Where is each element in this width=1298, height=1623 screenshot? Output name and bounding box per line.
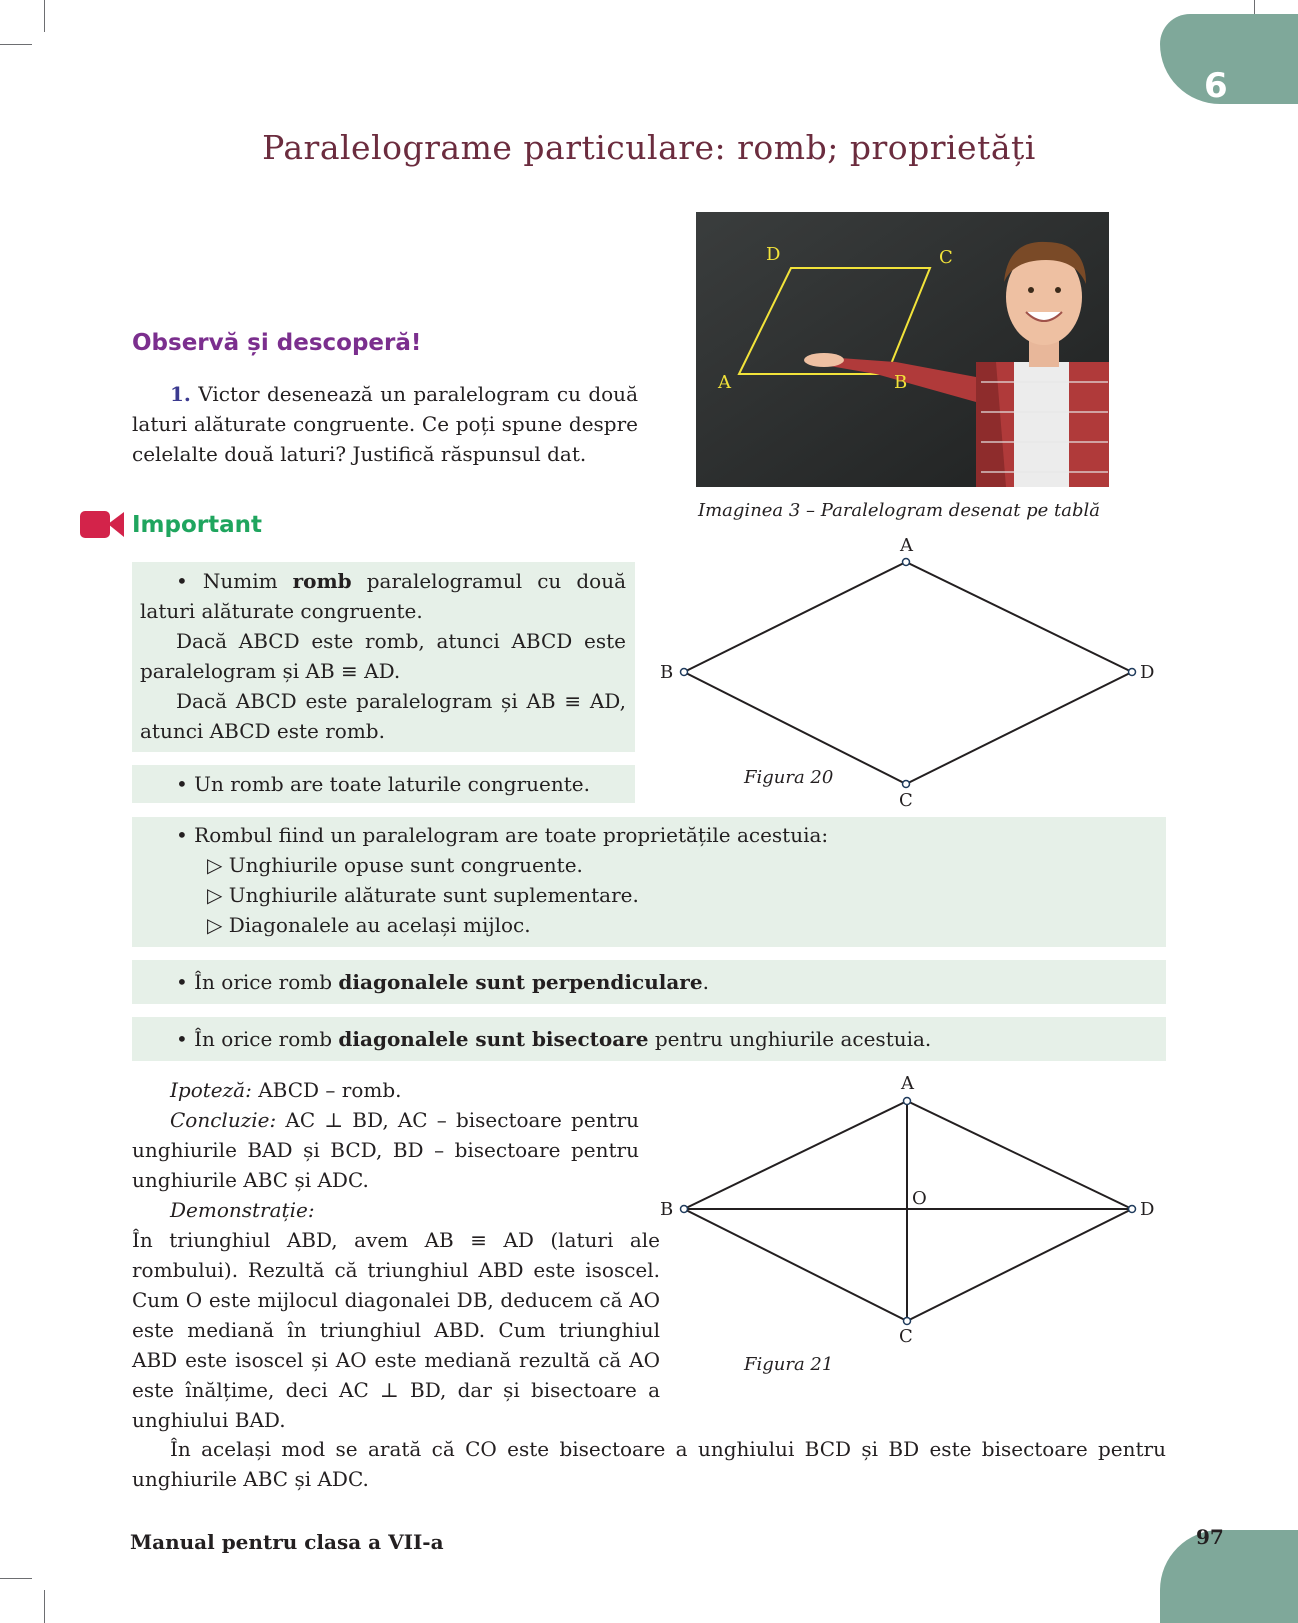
proof-final: În același mod se arată că CO este bisectoare a unghiului BCD și BD este bisectoare pentru unghiurile ABC și ADC.	[132, 1437, 1166, 1491]
photo-label-c: C	[939, 247, 953, 268]
boy-hand	[804, 353, 844, 367]
perpendicular-prefix: • În orice romb	[176, 970, 339, 994]
perpendicular-bold: diagonalele sunt perpendiculare	[338, 970, 703, 994]
bisector-bold: diagonalele sunt bisectoare	[338, 1027, 649, 1051]
fig21-label-c: C	[899, 1326, 913, 1347]
chapter-number: 6	[1204, 66, 1228, 106]
congruent-sides-text: • Un romb are toate laturile congruente.	[176, 772, 590, 796]
proof-block	[132, 1075, 660, 1435]
chapter-tab	[1160, 14, 1298, 104]
bold-term: romb	[292, 569, 352, 593]
fig20-label-c: C	[899, 790, 913, 811]
fig21-label-a: A	[901, 1073, 914, 1094]
hypothesis-text: ABCD – romb.	[258, 1078, 402, 1102]
figure-20-rhombus	[660, 540, 1160, 800]
figure-20-caption: Figura 20	[744, 767, 834, 788]
exercise-number: 1.	[170, 382, 191, 406]
photo-blackboard	[696, 212, 1109, 487]
fig21-label-d: D	[1140, 1199, 1155, 1220]
boy-tshirt	[1014, 362, 1069, 487]
demonstration-heading: Demonstrație:	[170, 1198, 315, 1222]
photo-caption: Imaginea 3 – Paralelogram desenat pe tablă	[698, 500, 1101, 521]
page-number: 97	[1196, 1525, 1224, 1549]
properties-intro: • Rombul fiind un paralelogram are toate proprietățile acestuia:	[176, 823, 829, 847]
fig20-label-a: A	[900, 535, 913, 556]
definition-line: Dacă ABCD este romb, atunci ABCD este paralelogram și AB ≡ AD.	[140, 629, 626, 683]
conclusion	[132, 1105, 639, 1195]
crop-mark	[44, 0, 45, 32]
definition-line: • Numim romb paralelogramul cu două laturi alăturate congruente.	[140, 569, 627, 623]
demonstration-text: În triunghiul ABD, avem AB ≡ AD (laturi ale rombului). Rezultă că triunghiul ABD este isoscel. Cum O este mijlocul diagonalei DB, deducem că AO este mediană în triunghiul ABD. Cum triunghiul ABD este isoscel și AO este mediană rezultă că AO este înălțime, deci AC ⊥ BD, dar și bisectoare a unghiului BAD.	[132, 1228, 660, 1432]
fig20-label-b: B	[660, 662, 674, 683]
perpendicular-suffix: .	[702, 970, 709, 994]
photo-illustration	[696, 212, 1109, 487]
definition-line: Dacă ABCD este paralelogram și AB ≡ AD, atunci ABCD este romb.	[140, 689, 626, 743]
bisector-text	[176, 1024, 931, 1054]
crop-mark	[44, 1590, 45, 1623]
definition-text	[140, 566, 626, 746]
photo-label-d: D	[766, 244, 781, 265]
properties-item: ▷ Unghiurile alăturate sunt suplementare.	[207, 883, 639, 907]
footer-text: Manual pentru clasa a VII-a	[130, 1530, 444, 1554]
fig20-label-d: D	[1140, 662, 1155, 683]
page-tab	[1160, 1530, 1298, 1623]
bisector-suffix: pentru unghiurile acestuia.	[648, 1027, 932, 1051]
observe-heading: Observă și descoperă!	[132, 330, 422, 356]
crop-mark	[0, 44, 32, 45]
exercise-text: Victor desenează un paralelogram cu două laturi alăturate congruente. Ce poți spune despre celelalte două laturi? Justifică răspunsul dat.	[132, 382, 638, 466]
photo-label-b: B	[894, 372, 908, 393]
bisector-prefix: • În orice romb	[176, 1027, 339, 1051]
crop-mark	[0, 1578, 32, 1579]
conclusion-label: Concluzie:	[170, 1108, 277, 1132]
fig21-label-o: O	[912, 1188, 927, 1209]
page-title: Paralelograme particulare: romb; proprietăți	[262, 128, 1036, 167]
photo-label-a: A	[718, 372, 731, 393]
properties-item: ▷ Unghiurile opuse sunt congruente.	[207, 853, 583, 877]
hypothesis	[132, 1075, 639, 1105]
properties-item: ▷ Diagonalele au același mijloc.	[207, 913, 531, 937]
fig21-label-b: B	[660, 1199, 674, 1220]
perpendicular-text	[176, 967, 709, 997]
figure-21-caption: Figura 21	[744, 1354, 834, 1375]
hypothesis-label: Ipoteză:	[170, 1078, 252, 1102]
important-heading: Important	[132, 512, 263, 538]
conclusion-text: AC ⊥ BD, AC – bisectoare pentru unghiurile BAD și BCD, BD – bisectoare pentru unghiurile ABC și ADC.	[132, 1108, 640, 1192]
demonstration-label	[132, 1195, 639, 1225]
camera-icon	[80, 509, 124, 540]
observe-exercise	[132, 379, 638, 469]
figure-21-rhombus	[660, 1080, 1160, 1340]
